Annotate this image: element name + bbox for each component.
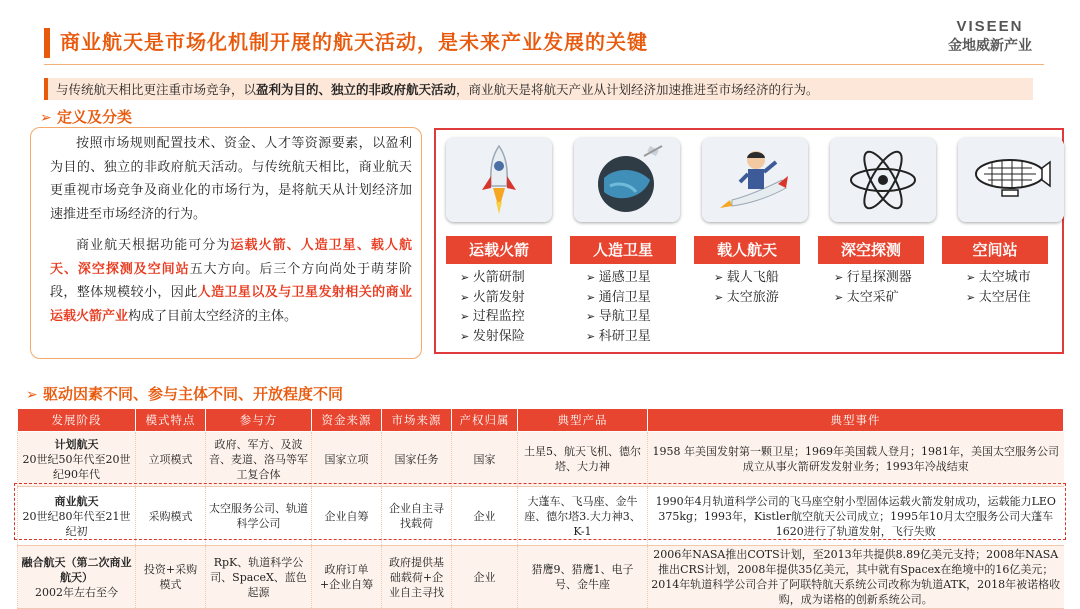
table-cell: 土星5、航天飞机、德尔塔、大力神 [518, 432, 648, 487]
list-item: ➢ 太空旅游 [714, 288, 779, 308]
stage-period: 20世纪50年代至20世纪90年代 [22, 452, 131, 481]
category-head-2: 载人航天 [694, 236, 800, 264]
category-items-0 [460, 268, 525, 346]
atom-icon [830, 138, 936, 222]
title-accent-bar [44, 28, 50, 58]
definition-para-2 [50, 234, 412, 328]
list-item: ➢ 载人飞船 [714, 268, 779, 288]
highlight-dashed-frame [14, 483, 1066, 540]
table-cell-stage [18, 546, 136, 609]
table-row [18, 546, 1064, 609]
page-title: 商业航天是市场化机制开展的航天活动，是未来产业发展的关键 [60, 30, 648, 54]
list-item: ➢ 导航卫星 [586, 307, 651, 327]
list-item: ➢ 太空城市 [966, 268, 1031, 288]
rocket-icon [446, 138, 552, 222]
category-items-3 [834, 268, 912, 307]
list-item: ➢ 遥感卫星 [586, 268, 651, 288]
table-row [18, 432, 1064, 487]
para2-a: 商业航天根据功能可分为 [76, 238, 231, 253]
table-header: 模式特点 [136, 409, 206, 432]
banner-text-a: 与传统航天相比更注重市场竞争，以 [56, 82, 257, 97]
banner-text-b: ，商业航天是将航天产业从计划经济加速推进至市场经济的行为。 [456, 82, 819, 97]
table-cell: 投资+采购模式 [136, 546, 206, 609]
table-cell-stage [18, 432, 136, 487]
table-cell: RpK、轨道科学公司、SpaceX、蓝色起源 [206, 546, 312, 609]
section-definition-heading [40, 106, 132, 127]
banner-text-bold: 盈利为目的、独立的非政府航天活动 [256, 82, 457, 97]
table-header: 典型事件 [648, 409, 1064, 432]
list-item: ➢ 火箭发射 [460, 288, 525, 308]
table-cell: 企业自筹 [312, 487, 382, 546]
section-drivers-title: 驱动因素不同、参与主体不同、开放程度不同 [42, 385, 343, 403]
section-definition-title: 定义及分类 [56, 108, 132, 126]
stage-name: 融合航天（第二次商业航天） [21, 555, 132, 584]
table-cell: 立项模式 [136, 432, 206, 487]
definition-para-1: 按照市场规则配置技术、资金、人才等资源要素，以盈利为目的、独立的非政府航天活动。与传统航天相比，商业航天更重视市场竞争及商业化的市场行为，是将航天从计划经济加速推进至市场经济的行为。 [50, 136, 412, 222]
title-divider [44, 64, 1044, 65]
logo-cn: 金地威新产业 [948, 38, 1032, 54]
table-cell: 猎鹰9、猎鹰1、电子号、金牛座 [518, 546, 648, 609]
table-cell: 国家 [452, 432, 518, 487]
table-cell: 企业 [452, 546, 518, 609]
list-item: ➢ 太空居住 [966, 288, 1031, 308]
stage-name: 商业航天 [54, 494, 99, 508]
table-cell: 1990年4月轨道科学公司的飞马座空射小型固体运载火箭发射成功，运载能力LEO 375kg；1993年，Kistler航空航天公司成立；1995年10月太空服务公司大蓬车1620进行了轨道发射，飞行失败 [648, 487, 1064, 546]
table-header: 发展阶段 [18, 409, 136, 432]
astronaut-icon [702, 138, 808, 222]
table-header: 典型产品 [518, 409, 648, 432]
satellite-icon [574, 138, 680, 222]
stage-period: 2002年左右至今 [35, 585, 118, 599]
para2-highlight-1: 运载火箭、人造卫星、载人航天、深空探测及空间站 [50, 238, 412, 277]
table-cell: 采购模式 [136, 487, 206, 546]
category-head-4: 空间站 [942, 236, 1048, 264]
list-item: ➢ 通信卫星 [586, 288, 651, 308]
list-item: ➢ 发射保险 [460, 327, 525, 347]
table-cell: 大蓬车、飞马座、金牛座、德尔塔3.大力神3、K-1 [518, 487, 648, 546]
stage-name: 计划航天 [54, 437, 99, 451]
table-cell: 政府、军方、及波音、麦道、洛马等军工复合体 [206, 432, 312, 487]
section-drivers-heading [26, 383, 343, 404]
summary-banner-text [56, 80, 819, 98]
list-item: ➢ 行星探测器 [834, 268, 912, 288]
table-header: 资金来源 [312, 409, 382, 432]
table-cell: 企业自主寻找载荷 [382, 487, 452, 546]
table-cell: 国家任务 [382, 432, 452, 487]
category-head-3: 深空探测 [818, 236, 924, 264]
table-cell: 政府订单+企业自筹 [312, 546, 382, 609]
table-header-row [18, 409, 1064, 432]
para2-b: 五大方向。后三个方向尚处于萌芽阶段，整体规模较小，因此 [50, 261, 412, 300]
airship-icon [958, 138, 1064, 222]
category-items-4 [966, 268, 1031, 307]
category-head-1: 人造卫星 [570, 236, 676, 264]
table-cell: 政府提供基础载荷+企业自主寻找 [382, 546, 452, 609]
stage-period: 20世纪80年代至21世纪初 [22, 509, 131, 538]
arrow-bullet-icon: ➢ [26, 387, 38, 403]
category-items-2 [714, 268, 779, 307]
list-item: ➢ 太空采矿 [834, 288, 912, 308]
table-cell: 国家立项 [312, 432, 382, 487]
table-header: 产权归属 [452, 409, 518, 432]
table-cell: 1958 年美国发射第一颗卫星；1969年美国载人登月；1981年，美国太空服务公司成立从事火箭研发发射业务；1993年冷战结束 [648, 432, 1064, 487]
list-item: ➢ 火箭研制 [460, 268, 525, 288]
list-item: ➢ 过程监控 [460, 307, 525, 327]
table-header: 市场来源 [382, 409, 452, 432]
para2-highlight-2: 人造卫星以及与卫星发射相关的商业运载火箭产业 [50, 285, 412, 324]
arrow-bullet-icon: ➢ [40, 110, 52, 126]
para2-c: 构成了目前太空经济的主体。 [128, 308, 298, 324]
table-cell: 太空服务公司、轨道科学公司 [206, 487, 312, 546]
category-head-0: 运载火箭 [446, 236, 552, 264]
list-item: ➢ 科研卫星 [586, 327, 651, 347]
category-items-1 [586, 268, 651, 346]
logo-en: VISEEN [956, 18, 1024, 35]
table-header: 参与方 [206, 409, 312, 432]
table-cell: 2006年NASA推出COTS计划，至2013年共提供8.89亿美元支持；2008年NASA推出CRS计划，2008年提供35亿美元，其中就有Spacex在绝境中的16亿美元；2014年轨道科学公司合并了阿联特航天系统公司改称为轨道ATK，2018年被诺格收购，成为诺格的创新系统公司。 [648, 546, 1064, 609]
logo [920, 18, 1060, 55]
table-cell: 企业 [452, 487, 518, 546]
